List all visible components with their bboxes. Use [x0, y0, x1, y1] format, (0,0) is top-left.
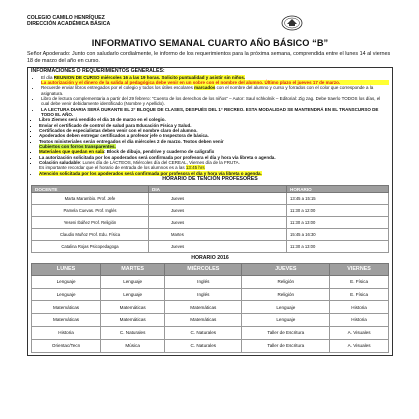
entry-time: 13:45 hrs — [185, 165, 205, 171]
bullet-text: Enviar el certificado de control de salud para Educación Física y Salud. — [39, 122, 192, 128]
list-item — [41, 75, 389, 86]
highlight-forros: Cubiertos con forros transparentes. — [39, 144, 116, 149]
table-cell: Historia — [32, 326, 101, 339]
table-cell: Matemáticas — [165, 301, 242, 314]
table-cell: Matemáticas — [101, 314, 165, 327]
schedule-caption: HORARIO 2016 — [191, 255, 229, 262]
info-list — [31, 75, 389, 118]
school-seal-icon — [281, 15, 303, 31]
list-item — [41, 85, 389, 96]
bullet-text: La autorización solicitada por los apoderados será confirmada por profesora el día y hora vía libreta o agenda. — [39, 154, 276, 160]
table-cell: Taller de Escritura — [242, 339, 330, 352]
info-heading: INFORMACIONES O REQUERIMIENTOS GENERALES: — [31, 68, 165, 75]
table-cell: A. Visuales — [330, 326, 389, 339]
table-cell: Taller de Escritura — [242, 326, 330, 339]
table-row — [32, 205, 389, 217]
table-cell: 11:30 a 13:00 — [287, 217, 389, 229]
table-cell: Yeseni Ibáñez Prof. Religión — [32, 217, 149, 229]
square-list — [31, 117, 389, 170]
table-row — [32, 229, 389, 241]
table-cell: Claudio Muñoz Prof. Edu. Física — [32, 229, 149, 241]
bullet-text: Apoderados deben entregar certificados a profesor jefe o Inspectora de básica. — [39, 133, 209, 139]
page-title: INFORMATIVO SEMANAL CUARTO AÑO BÁSICO “B” — [91, 38, 329, 48]
table-cell: Historia — [330, 314, 389, 327]
school-name — [27, 15, 393, 27]
table-cell: Lenguaje — [242, 301, 330, 314]
column-header: MIÉRCOLES — [165, 263, 242, 275]
table-cell: Jueves — [149, 241, 287, 253]
professors-body — [32, 193, 389, 253]
info-box — [27, 67, 393, 355]
table-cell: Jueves — [149, 217, 287, 229]
colacion-label: Colación saludable — [39, 160, 81, 166]
table-row — [32, 314, 389, 327]
column-header: VIERNES — [330, 263, 389, 275]
bullet-text: Textos ministeriales serán entregados el día miércoles 2 de marzo. Textos deben venir — [39, 138, 224, 144]
authorization-notice: La autorización y el dinero de la salida al pedagógica debe venir en un sobre con el nombre del alumno. Último plazo el jueves 17 de marzo. — [41, 80, 389, 85]
table-cell: Lenguaje — [101, 288, 165, 301]
table-row — [32, 241, 389, 253]
list-item: • Libro de lectura complementaria a partir del 29 febrero: “Cuento de los derechos de los niños” – Autor: Saul schkolnik – Editorial: Zig zag. Debe traerlo TODOS los días, el cual debe venir debidamente identificado (Nombre y Apellido). — [41, 96, 389, 107]
table-row — [32, 275, 389, 288]
table-row — [32, 217, 389, 229]
list-item — [39, 160, 389, 171]
attention-notice: Atención solicitada por los apoderados será confirmada por profesora el día y hora vía libreta o agenda. — [39, 170, 262, 176]
table-cell: Orientac/Tecn — [32, 339, 101, 352]
table-row — [32, 339, 389, 352]
table-cell: Martes — [149, 229, 287, 241]
table-cell: Religión — [242, 275, 330, 288]
table-cell: Historia — [330, 301, 389, 314]
table-cell: Religión — [242, 288, 330, 301]
table-cell: A. Visuales — [330, 339, 389, 352]
column-header: DIA — [149, 186, 287, 193]
column-header: JUEVES — [242, 263, 330, 275]
table-cell: Lenguaje — [101, 275, 165, 288]
schedule-body — [32, 275, 389, 352]
bullet-text: Es importante recordar que el horario de entrada de los alumnos es a las — [39, 165, 186, 171]
bullet-text: con el nombre del alumno y curso y forrados con el color que corresponde a la asignatura. — [41, 85, 374, 96]
highlight-marcados: marcados — [194, 85, 216, 91]
table-cell: Matemáticas — [32, 314, 101, 327]
column-header: LUNES — [32, 263, 101, 275]
table-cell: E. Física — [330, 275, 389, 288]
column-header: DOCENTE — [32, 186, 149, 193]
table-cell: C. Naturales — [101, 326, 165, 339]
department-name: DIRECCIÓN ACADÉMICA BÁSICA — [27, 21, 111, 27]
school-name-line: COLEGIO CAMILO HENRÍQUEZ — [27, 15, 105, 21]
table-cell: Lenguaje — [32, 275, 101, 288]
table-cell: Lenguaje — [32, 288, 101, 301]
column-header: MARTES — [101, 263, 165, 275]
table-row — [32, 288, 389, 301]
table-cell: Jueves — [149, 193, 287, 205]
table-cell: Inglés — [165, 288, 242, 301]
table-cell: 11:30 a 13:00 — [287, 241, 389, 253]
bullet-text: Certificados de especialistas deben venir con el nombre claro del alumno. — [39, 127, 198, 133]
table-cell: C. Naturales — [165, 339, 242, 352]
intro-paragraph: Señor Apoderado: Junto con saludarlo cordialmente, le informo de los requerimientos para la próxima semana, comprendida entre el lunes 14 al viernes 18 de marzo del año en curso. — [27, 51, 391, 64]
reunion-notice: REUNION DE CURSO miércoles 16 a las 19 horas. Solicito puntualidad y asistir sin niños. — [53, 74, 246, 80]
table-cell: Inglés — [165, 275, 242, 288]
table-cell: Lenguaje — [242, 314, 330, 327]
table-cell: E. Física — [330, 288, 389, 301]
table-cell: Matemáticas — [101, 301, 165, 314]
table-row — [32, 301, 389, 314]
table-cell: Catalina Rojas Psicopedagoga — [32, 241, 149, 253]
reunion-prefix: El día — [41, 74, 54, 80]
table-cell: Jueves — [149, 205, 287, 217]
table-cell: Pamela Cuevas. Prof. Inglés — [32, 205, 149, 217]
table-cell: C. Naturales — [165, 326, 242, 339]
bullet-text: : Lunes día de LÁCTEOS, Miércoles día del CEREAL, Viernes día de la FRUTA. — [80, 160, 240, 166]
professors-table — [31, 185, 389, 253]
table-cell: Marta Marambio. Prof. Jefe — [32, 193, 149, 205]
list-item — [39, 139, 389, 150]
table-row — [32, 326, 389, 339]
table-cell: 11:30 a 12:00 — [287, 205, 389, 217]
letterhead — [27, 15, 393, 35]
table-cell: Matemáticas — [165, 314, 242, 327]
table-cell: Matemáticas — [32, 301, 101, 314]
table-cell: Música — [101, 339, 165, 352]
table-cell: 15:45 a 16:30 — [287, 229, 389, 241]
column-header: HORARIO — [287, 186, 389, 193]
table-row — [32, 193, 389, 205]
list-item — [41, 107, 389, 118]
bullet-text: : Block de dibujo, pendrive y cuaderno de caligrafix — [104, 149, 215, 155]
schedule-table — [31, 263, 389, 353]
highlight-materiales: Materiales que quedan en sala — [39, 149, 105, 155]
table-cell: 13:45 a 15:15 — [287, 193, 389, 205]
bullet-text: Libro Ziemex será vendido el día 16 de marzo en el colegio. — [39, 117, 166, 123]
bullet-text: Recuerde enviar libros entregados por el colegio y todos los útiles escolares — [41, 85, 195, 91]
professors-caption: HORARIO DE TENCIÓN PROFESORES — [162, 176, 258, 183]
document-page — [27, 12, 393, 412]
reading-notice: LA LECTURA DIARIA SERÁ DURANTE EL 2° BLOQUE DE CLASES, DESPUÉS DEL 1° RECREO. ESTA MODALIDAD SE MANTENDRÁ EN EL TRANSCURSO DE TODO EL AÑO. — [41, 106, 379, 117]
